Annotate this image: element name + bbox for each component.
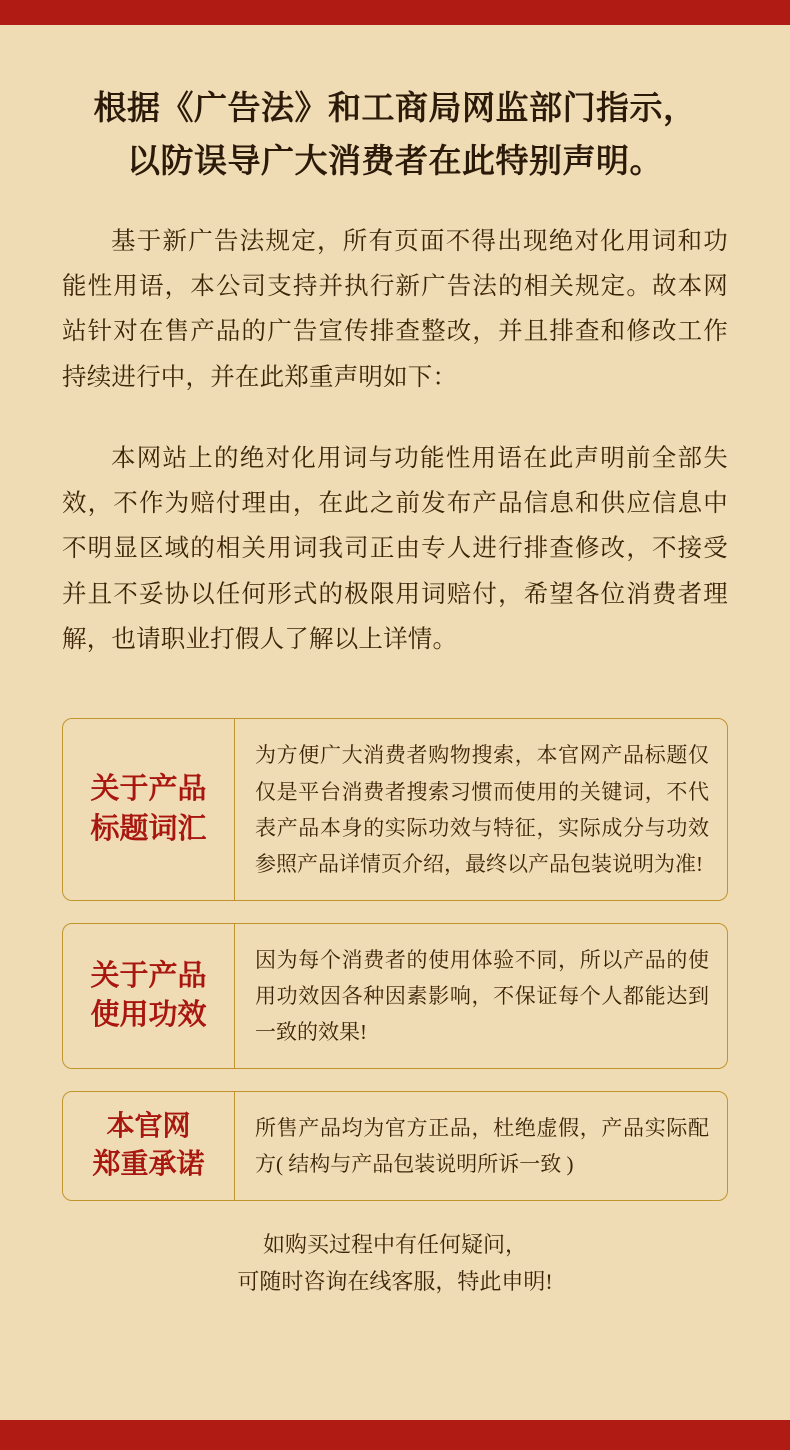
bottom-red-bar — [0, 1420, 790, 1450]
page-title-line-1: 根据《广告法》和工商局网监部门指示， — [93, 91, 697, 127]
card-title-line-2: 使用功效 — [90, 999, 207, 1031]
card-title-product-efficacy — [63, 924, 235, 1068]
card-title-official-promise — [63, 1092, 235, 1200]
card-body-text: 因为每个消费者的使用体验不同，所以产品的使用功效因各种因素影响，不保证每个人都能达到一致的效果! — [255, 947, 709, 1045]
card-body-product-efficacy — [235, 924, 727, 1068]
card-title-line-1: 关于产品 — [90, 773, 207, 806]
card-title-line-2: 郑重承诺 — [92, 1149, 205, 1181]
footer-note — [62, 1227, 728, 1300]
statement-card-list — [62, 718, 728, 1201]
card-body-text: 为方便广大消费者购物搜索，本官网产品标题仅仅是平台消费者搜索习惯而使用的关键词，不代表产品本身的实际功效与特征，实际成分与功效参照产品详情页介绍，最终以产品包装说明为准! — [255, 743, 709, 876]
card-title-line-1: 本官网 — [106, 1111, 191, 1143]
card-title-line-2: 标题词汇 — [90, 812, 207, 845]
statement-panel — [0, 25, 790, 1420]
card-official-promise — [62, 1091, 728, 1201]
statement-paragraph-1: 基于新广告法规定，所有页面不得出现绝对化用词和功能性用语，本公司支持并执行新广告法的相关规定。故本网站针对在售产品的广告宣传排查整改，并且排查和修改工作持续进行中，并在此郑重声明如下： — [62, 227, 728, 391]
card-product-title-terms — [62, 718, 728, 900]
card-body-text: 所售产品均为官方正品，杜绝虚假，产品实际配方( 结构与产品包装说明所诉一致 ) — [255, 1116, 709, 1177]
card-body-official-promise — [235, 1092, 727, 1200]
card-product-efficacy — [62, 923, 728, 1069]
page-title-line-2: 以防误导广大消费者在此特别声明。 — [127, 143, 663, 180]
footer-line-2: 可随时咨询在线客服，特此申明! — [237, 1268, 553, 1294]
card-title-line-1: 关于产品 — [90, 959, 207, 992]
card-title-product-title-terms — [63, 719, 235, 899]
footer-line-1: 如购买过程中有任何疑问， — [262, 1232, 527, 1258]
top-red-bar — [0, 0, 790, 25]
page-title — [62, 25, 728, 189]
card-body-product-title-terms — [235, 719, 727, 899]
statement-paragraph-2: 本网站上的绝对化用词与功能性用语在此声明前全部失效，不作为赔付理由，在此之前发布产品信息和供应信息中不明显区域的相关用词我司正由专人进行排查修改，不接受并且不妥协以任何形式的极限用词赔付，希望各位消费者理解，也请职业打假人了解以上详情。 — [62, 444, 728, 654]
